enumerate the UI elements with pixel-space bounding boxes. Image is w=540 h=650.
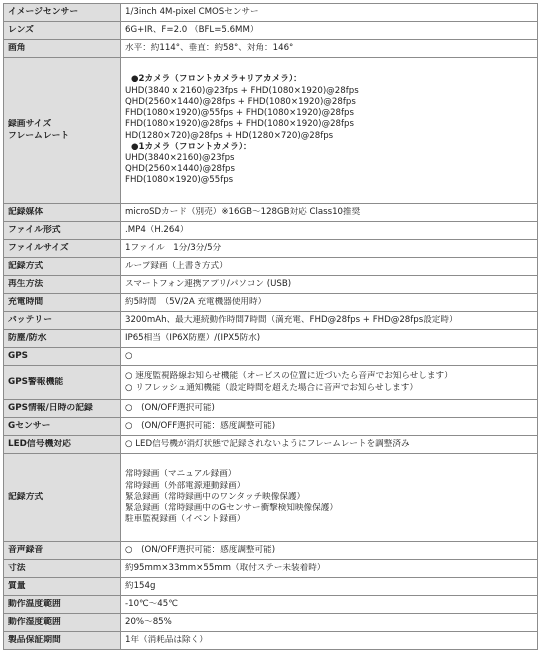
spec-value-line: IP65相当（IP6X防塵）/(IPX5防水) — [125, 332, 261, 343]
spec-row — [4, 560, 538, 578]
spec-label — [4, 204, 121, 222]
spec-label-text: 記録媒体 — [8, 206, 44, 217]
spec-row — [4, 632, 538, 650]
spec-value-line: 3200mAh、最大連続動作時間7時間（満充電、FHD@28fps + FHD@28fps設定時） — [125, 314, 458, 325]
spec-value-line: ○ リフレッシュ通知機能（設定時間を超えた場合に音声でお知らせします） — [125, 382, 418, 393]
spec-value-line: .MP4（H.264） — [125, 224, 189, 235]
spec-row — [4, 330, 538, 348]
spec-label — [4, 418, 121, 436]
spec-row — [4, 240, 538, 258]
spec-label-text: 充電時間 — [8, 296, 44, 307]
spec-label — [4, 560, 121, 578]
spec-table-container — [3, 3, 537, 650]
spec-row — [4, 400, 538, 418]
spec-value-line: 20%～85% — [125, 616, 172, 627]
spec-row — [4, 204, 538, 222]
spec-value — [121, 222, 538, 240]
spec-value-line: 緊急録画（常時録画中のワンタッチ映像保護） — [125, 491, 306, 502]
spec-value-line: 約5時間 （5V/2A 充電機器使用時） — [125, 296, 267, 307]
spec-label-text: Gセンサー — [8, 420, 51, 431]
spec-value-line: ○ LED信号機が消灯状態で記録されないようにフレームレートを調整済み — [125, 438, 410, 449]
spec-value-line: microSDカード（別売）※16GB～128GB対応 Class10推奨 — [125, 206, 361, 217]
spec-value — [121, 454, 538, 542]
spec-row — [4, 366, 538, 400]
spec-value-line: ○ (ON/OFF選択可能：感度調整可能) — [125, 544, 276, 555]
spec-value-subheading: ●2カメラ（フロントカメラ+リアカメラ）： — [131, 74, 302, 85]
spec-row — [4, 596, 538, 614]
spec-label — [4, 614, 121, 632]
spec-value — [121, 578, 538, 596]
spec-value-line: 約95mm×33mm×55mm（取付ステー未装着時） — [125, 562, 326, 573]
spec-row — [4, 312, 538, 330]
spec-value — [121, 348, 538, 366]
spec-value — [121, 542, 538, 560]
spec-row — [4, 578, 538, 596]
spec-value-line: FHD(1080×1920)@55fps + FHD(1080×1920)@28fps — [125, 108, 354, 119]
spec-label-text: 画角 — [8, 42, 26, 53]
spec-value — [121, 258, 538, 276]
spec-label — [4, 348, 121, 366]
spec-label — [4, 276, 121, 294]
spec-value-line: ○ — [125, 350, 133, 361]
spec-value-line: 1/3inch 4M-pixel CMOSセンサー — [125, 6, 259, 17]
spec-value — [121, 276, 538, 294]
spec-value — [121, 204, 538, 222]
spec-label-text: LED信号機対応 — [8, 438, 71, 449]
spec-row — [4, 58, 538, 204]
spec-value — [121, 4, 538, 22]
spec-value-line: ○ 速度監視路線お知らせ機能（オービスの位置に近づいたら音声でお知らせします） — [125, 371, 453, 382]
spec-label — [4, 58, 121, 204]
spec-value-line: 水平：約114°、垂直：約58°、対角：146° — [125, 42, 294, 53]
spec-value — [121, 418, 538, 436]
spec-label-text: 記録方式 — [8, 260, 44, 271]
spec-label — [4, 22, 121, 40]
spec-value — [121, 330, 538, 348]
spec-label — [4, 632, 121, 650]
spec-label-text: 動作湿度範囲 — [8, 616, 61, 627]
spec-label-text: 寸法 — [8, 562, 26, 573]
spec-label — [4, 312, 121, 330]
spec-value-line: QHD(2560×1440)@28fps — [125, 164, 235, 175]
spec-value — [121, 632, 538, 650]
spec-label — [4, 366, 121, 400]
spec-value — [121, 294, 538, 312]
spec-label-text: 質量 — [8, 580, 26, 591]
spec-label — [4, 400, 121, 418]
spec-row — [4, 418, 538, 436]
spec-label — [4, 436, 121, 454]
spec-label-text: GPS — [8, 350, 29, 361]
spec-row — [4, 614, 538, 632]
spec-row — [4, 542, 538, 560]
spec-value-subheading: ●1カメラ（フロントカメラ）： — [131, 141, 252, 152]
spec-row — [4, 276, 538, 294]
spec-label — [4, 4, 121, 22]
spec-row — [4, 4, 538, 22]
spec-value-line: 常時録画（外部電源連動録画） — [125, 480, 246, 491]
spec-row — [4, 348, 538, 366]
spec-row — [4, 454, 538, 542]
spec-row — [4, 436, 538, 454]
spec-value-line: 約154g — [125, 580, 156, 591]
spec-value — [121, 22, 538, 40]
spec-label — [4, 578, 121, 596]
spec-label-text: 製品保証期間 — [8, 634, 61, 645]
spec-label — [4, 330, 121, 348]
spec-value-line: UHD(3840×2160)@23fps — [125, 152, 235, 163]
spec-value-line: ループ録画（上書き方式） — [125, 260, 228, 271]
spec-value — [121, 596, 538, 614]
spec-label-text: ファイル形式 — [8, 224, 61, 235]
spec-value-line: ○ (ON/OFF選択可能：感度調整可能) — [125, 420, 276, 431]
spec-value-line: -10℃～45℃ — [125, 598, 178, 609]
spec-label — [4, 40, 121, 58]
spec-value-line: ○ (ON/OFF選択可能) — [125, 402, 215, 413]
spec-value-line: 6G+IR、F=2.0 （BFL=5.6MM） — [125, 24, 259, 35]
spec-value — [121, 366, 538, 400]
spec-label-text: GPS情報/日時の記録 — [8, 402, 93, 413]
spec-value — [121, 400, 538, 418]
spec-label-text: 記録方式 — [8, 491, 44, 502]
spec-label — [4, 294, 121, 312]
spec-label-text: 再生方法 — [8, 278, 44, 289]
spec-value-line: 緊急録画（常時録画中のGセンサー衝撃検知映像保護） — [125, 503, 338, 514]
spec-label-text: ファイルサイズ — [8, 242, 69, 253]
spec-row — [4, 258, 538, 276]
spec-value — [121, 58, 538, 204]
spec-value-line: 1年（消耗品は除く） — [125, 634, 208, 645]
spec-row — [4, 40, 538, 58]
spec-row — [4, 22, 538, 40]
spec-table — [3, 3, 538, 650]
spec-label-text: 録画サイズ — [8, 119, 52, 130]
spec-label-text: 動作温度範囲 — [8, 598, 61, 609]
spec-value — [121, 40, 538, 58]
spec-label — [4, 258, 121, 276]
spec-label — [4, 542, 121, 560]
spec-value — [121, 436, 538, 454]
spec-value — [121, 312, 538, 330]
spec-value-line: スマートフォン連携アプリ/パソコン (USB) — [125, 278, 292, 289]
spec-label-text: バッテリー — [8, 314, 52, 325]
spec-value — [121, 560, 538, 578]
spec-label — [4, 596, 121, 614]
spec-label-text: GPS警報機能 — [8, 376, 64, 387]
spec-label-text: フレームレート — [8, 130, 70, 141]
spec-value-line: 駐車監視録画（イベント録画） — [125, 514, 246, 525]
spec-table-body — [4, 4, 538, 650]
spec-label-text: 防塵/防水 — [8, 332, 47, 343]
spec-value-line: UHD(3840 x 2160)@23fps + FHD(1080×1920)@28fps — [125, 85, 359, 96]
spec-value — [121, 240, 538, 258]
spec-label-text: レンズ — [8, 24, 34, 35]
spec-value-line: 1ファイル 1分/3分/5分 — [125, 242, 222, 253]
spec-value — [121, 614, 538, 632]
spec-row — [4, 222, 538, 240]
spec-value-line: QHD(2560×1440)@28fps + FHD(1080×1920)@28fps — [125, 96, 356, 107]
spec-value-line: HD(1280×720)@28fps + HD(1280×720)@28fps — [125, 130, 334, 141]
spec-label-text: 音声録音 — [8, 544, 44, 555]
spec-value-line: 常時録画（マニュアル録画） — [125, 469, 237, 480]
spec-label-text: イメージセンサー — [8, 6, 79, 17]
spec-value-line: FHD(1080×1920)@55fps — [125, 175, 234, 186]
spec-label — [4, 454, 121, 542]
spec-label — [4, 222, 121, 240]
spec-value-line: FHD(1080×1920)@28fps + FHD(1080×1920)@28fps — [125, 119, 354, 130]
spec-row — [4, 294, 538, 312]
spec-label — [4, 240, 121, 258]
